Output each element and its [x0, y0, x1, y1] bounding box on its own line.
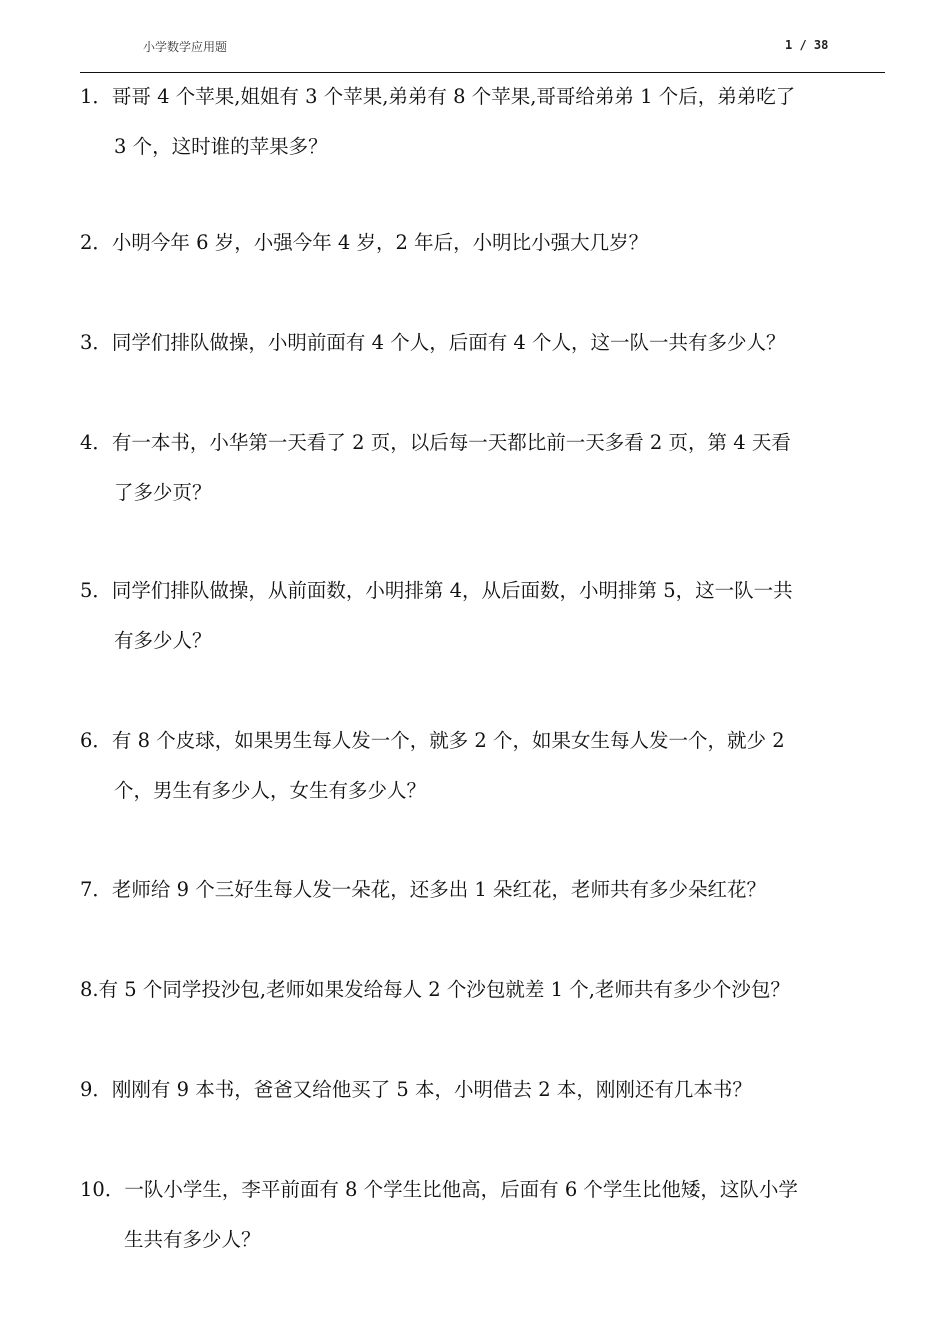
question-text: 同学们排队做操，从前面数，小明排第 4，从后面数，小明排第 5，这一队一共: [111, 579, 793, 602]
question-6: [80, 716, 890, 816]
question-text: 一队小学生，李平前面有 8 个学生比他高，后面有 6 个学生比他矮，这队小学: [124, 1178, 798, 1201]
question-text: 哥哥 4 个苹果,姐姐有 3 个苹果,弟弟有 8 个苹果,哥哥给弟弟 1 个后，弟弟吃了: [111, 85, 796, 108]
question-text-continued: 个，男生有多少人，女生有多少人？: [114, 779, 427, 802]
question-text-continued: 了多少页？: [114, 481, 212, 504]
question-text-continued: 3 个，这时谁的苹果多？: [114, 135, 328, 158]
question-10: [80, 1165, 890, 1265]
question-text: 小明今年 6 岁，小强今年 4 岁，2 年后，小明比小强大几岁？: [111, 231, 649, 254]
question-8: [80, 965, 890, 1015]
question-number: 2．: [80, 231, 112, 254]
question-text: 老师给 9 个三好生每人发一朵花，还多出 1 朵红花，老师共有多少朵红花？: [111, 878, 767, 901]
question-number: 7．: [80, 878, 112, 901]
question-text-continued: 有多少人？: [114, 629, 212, 652]
question-4: [80, 418, 890, 518]
question-text: 有 5 个同学投沙包,老师如果发给每人 2 个沙包就差 1 个,老师共有多少个沙包？: [98, 978, 790, 1001]
question-number: 5．: [80, 579, 112, 602]
question-9: [80, 1065, 890, 1115]
question-2: [80, 218, 890, 268]
question-number: 4．: [80, 431, 112, 454]
question-number: 1．: [80, 85, 112, 108]
header-title: 小学数学应用题: [143, 40, 228, 54]
question-text-continued: 生共有多少人？: [124, 1228, 261, 1251]
question-number: 10．: [80, 1178, 125, 1201]
question-7: [80, 865, 890, 915]
question-text: 同学们排队做操，小明前面有 4 个人，后面有 4 个人，这一队一共有多少人？: [111, 331, 786, 354]
page-indicator: 1 / 38: [785, 38, 829, 52]
question-number: 6．: [80, 729, 112, 752]
question-number: 9．: [80, 1078, 112, 1101]
question-5: [80, 566, 890, 666]
question-text: 刚刚有 9 本书，爸爸又给他买了 5 本，小明借去 2 本，刚刚还有几本书？: [111, 1078, 752, 1101]
question-text: 有一本书，小华第一天看了 2 页，以后每一天都比前一天多看 2 页，第 4 天看: [111, 431, 791, 454]
question-text: 有 8 个皮球，如果男生每人发一个，就多 2 个，如果女生每人发一个，就少 2: [111, 729, 785, 752]
question-1: [80, 72, 890, 172]
question-number: 3．: [80, 331, 112, 354]
question-3: [80, 318, 890, 368]
question-number: 8.: [80, 978, 99, 1001]
page-header: [80, 36, 885, 73]
